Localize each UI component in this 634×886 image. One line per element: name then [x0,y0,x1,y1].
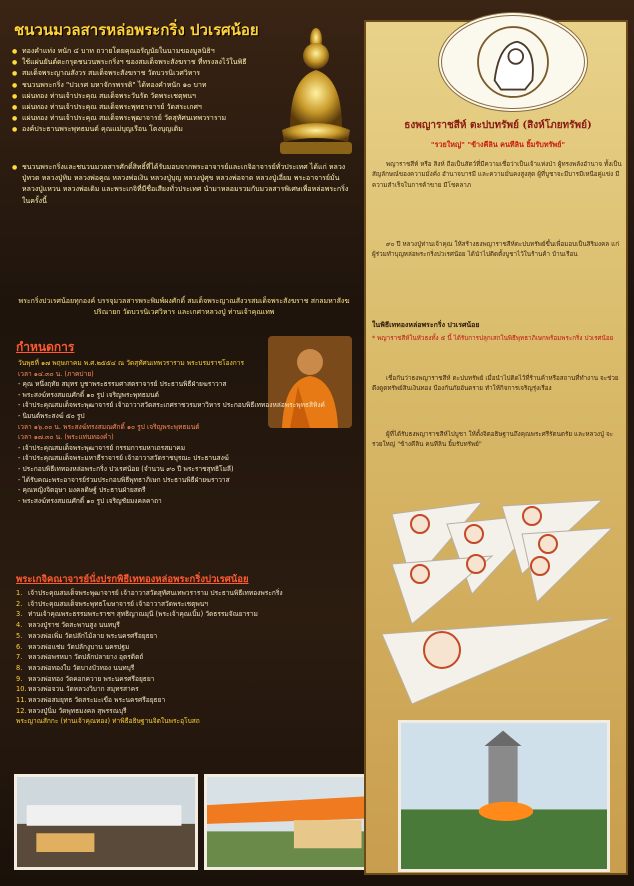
list-item: 12. หลวงปู่นิ่ม วัดพุทธมงคล สุพรรณบุรี [16,706,127,715]
schedule-line: - พระสงฆ์ทรงสมณศักดิ์ ๑๐ รูป เจริญพระพุทธมนต์ [18,390,159,399]
list-item: 8. หลวงพ่อทองใบ วัดบางบัวทอง นนทบุรี [16,663,135,672]
schedule-line: - พระสงฆ์ทรงสมณศักดิ์ ๑๐ รูป เจริญชัยมงคลคาถา [18,496,162,505]
schedule-line: - เจ้าประคุณสมเด็จพระพุฒาจารย์ เจ้าอาวาสวัดสระเกศราชวรมหาวิหาร ประกอบพิธีเททองหล่อพระพุทธสิหิงค์ [18,401,325,410]
list-item: 7. หลวงพ่อพรหมา วัดปลักปลายาง อุตรดิตถ์ [16,653,144,662]
list-item: ● ชนวนพระกริ่งและชนวนมวลสารศักดิ์สิทธิ์ที่ได้รับมอบจากพระอาจารย์และเกจิอาจารย์ทั่วประเทศ ได้แก่ หลวงปู่ทวด หลวงปู่ทิม หลวงพ่อคูณ หลวงพ่อเงิน หลวงปู่บุญ หลวงปู่ศุข หลวงพ่อจาด หลวงปู่เอี่ยม พระอาจารย์มั่น หลวงปู่แหวน หลวงพ่อเดิม และพระเกจิที่มีชื่อเสียงทั่วประเทศ นำมาหลอมรวมกับมวลสารพิเศษเพื่อหล่อพระกริ่งในครั้งนี้ [12,162,352,207]
list-item: ● ทองคำแท่ง หนัก ๔ บาท ถวายโดยคุณอรัญนัยในนามของมูลนิธิฯ [12,46,274,57]
ceremony-photo-2 [204,774,380,870]
schedule-line: - ได้รับคณะพระอาจารย์ร่วมประกอบพิธีพุทธาภิเษก ประธานพิธีฝ่ายฆราวาส [18,475,230,484]
schedule-line: เวลา ๑๗.๓๐ น. (พระแท่นทองคำ) [18,433,114,442]
schedule-block [18,358,348,506]
list-item: 1. เจ้าประคุณสมเด็จพระพุฒาจารย์ เจ้าอาวาสวัดสุทัศนเทพวราราม ประธานพิธีเททองพระกริ่ง [16,589,283,597]
page-title: ชนวนมวลสารหล่อพระกริ่ง ปวเรศน้อย [14,21,259,39]
monks-list [16,588,352,727]
list-item: 3. ท่านเจ้าคุณพระธรรมพระราชฯ สุทธิญาณมุนี (พระเจ้าคุณเบิ้ม) วัดธรรมจัณยาราม [16,610,258,619]
list-item: ● องค์ประธานพระพุทธมนต์ คุณแม่บุญเรือน โตงบุญเติม [12,124,274,135]
list-item: 2. เจ้าประคุณสมเด็จพระพุทธโฆษาจารย์ เจ้าอาวาสวัดพระเชตุพนฯ [16,599,208,608]
schedule-title: กำหนดการ [16,340,75,354]
list-item: ● แผ่นทอง ท่านเจ้าประคุณ สมเด็จพระวันรัต วัดพระเชตุพนฯ [12,91,274,102]
list-item: 5. หลวงพ่อเพิ่ม วัดปลักไม้ลาย พระนครศรีอยุธยา [16,631,158,640]
list-item: ● ชนวนพระกริ่ง "ปวเรศ มหาจักรพรรดิ" ได้ทองคำหนัก ๑๐ บาท [12,80,274,91]
list-item: 4. หลวงปู่ราช วัดสะพานสูง นนทบุรี [16,621,120,630]
materials-list-wide [12,162,352,207]
ceremony-heading: ในพิธีเททองหล่อพระกริ่ง ปวเรศน้อย [372,321,480,329]
flags-image [372,494,622,714]
flag-title: ธงพญาราชสีห์ ตะปบทรัพย์ (สิงห์โภยทรัพย์) [404,120,592,131]
list-footer: พระญาณสักกะ (ท่านเจ้าคุณทอง) ท่าพิธีอธิษฐานจิตในพระอุโบสถ [16,717,200,726]
list-item: ● แผ่นทอง ท่านเจ้าประคุณ สมเด็จพระพุฒาจารย์ วัดสุทัศนเทพวราราม [12,113,274,124]
schedule-line: วันพุธที่ ๑๗ พฤษภาคม พ.ศ.๒๕๕๔ ณ วัดสุทัศนเทพวราราม พระบรมราชโองการ [18,359,245,367]
flag-instruction: ผู้ที่ได้รับธงพญาราชสีห์ไปบูชา ให้ตั้งจิตอธิษฐานถึงคุณพระศรีรัตนตรัย และหลวงปู่ จะรวยใหญ่ "ข้างคีลิน คนทีลิน ยิ้มรับทรัพย์" [372,431,614,449]
list-item: 10. หลวงพ่อจวน วัดหลวงวิบาก สมุทรสาคร [16,685,139,694]
list-item: 11. หลวงพ่อสมยุทธ วัดสระมะเขือ พระนครศรีอยุธยา [16,696,166,705]
schedule-line: - เจ้าประคุณสมเด็จพระมหาธีราจารย์ เจ้าอาวาสวัดราชบุรณะ ประธานสงฆ์ [18,454,229,463]
list-item: ● แผ่นทอง ท่านเจ้าประคุณ สมเด็จพระพุทธาจารย์ วัดสระเกศฯ [12,102,274,113]
buddha-amulet-image [276,18,356,158]
flag-subtitle: "รวยใหญ่" "ข้างคีลิน คนทีลิน ยิ้มรับทรัพย์" [430,140,566,149]
schedule-line: เวลา ๑๔.๓๐ น. (ภาคบ่าย) [18,369,94,378]
schedule-line: - เจ้าประคุณสมเด็จพระพุฒาจารย์ กรรมการมหาเถรสมาคม [18,443,186,452]
list-item: ● สมเด็จพระญาณสังวร สมเด็จพระสังฆราช วัดบวรนิเวศวิหาร [12,68,274,79]
schedule-line: - คุณหญิงจิตอุษา มงคลดิษฐ์ ประธานฝ่ายสตรี [18,486,146,495]
ceremony-note: * พญาราชสีห์ในหัวธงทั้ง ๕ นี้ ได้รับการปลุกเสกในพิธีพุทธาภิเษกพร้อมพระกริ่ง ปวเรศน้อย [372,335,614,342]
flag-history: ๙๐ ปี หลวงปู่ท่านเจ้าคุณ ให้สร้างธงพญาราชสีห์ตะปบทรัพย์ขึ้นเพื่อมอบเป็นสิริมงคล แก่ผู้ร่วมทำบุญหล่อพระกริ่งปวเรศน้อย ได้นำไปติดตั้งบูชาไว้ในร้านค้า บ้านเรือน [372,241,620,259]
ceremony-photo-1 [14,774,198,870]
materials-list [12,46,274,136]
schedule-line: เวลา ๑๖.๐๐ น. พระสงฆ์ทรงสมณศักดิ์ ๑๐ รูป เจริญพระพุทธมนต์ [18,422,200,431]
monks-list-title: พระเกจิคณาจารย์นั่งปรกพิธีเททองหล่อพระกริ่งปวเรศน้อย [16,574,249,585]
pagoda-photo [398,720,610,872]
flag-belief: เชื่อกันว่าธงพญาราชสีห์ ตะปบทรัพย์ เมื่อนำไปติดไว้ที่ร้านค้าหรือสถานที่ทำงาน จะช่วยดึงดูดทรัพย์สินเงินทอง ป้องกันภัยอันตราย ทำให้กิจการเจริญรุ่งเรือง [372,375,619,393]
list-item: 9. หลวงพ่อทอง วัดคอกควาย พระนครศรีอยุธยา [16,674,155,683]
lion-emblem-image [438,12,588,112]
schedule-line: - ประกอบพิธีเททองหล่อพระกริ่ง ปวเรศน้อย (จำนวน ๙๐ ปี พระราชสุทธิโมลี) [18,464,234,473]
flag-description: พญาราชสีห์ หรือ สิงห์ ถือเป็นสัตว์ที่มีความเชื่อว่าเป็นเจ้าแห่งป่า ผู้ทรงพลังอำนาจ ทั้งเป็นสัญลักษณ์ของความมั่งคั่ง อำนาจบารมี และความมั่นคงสูงสุด ผู้ที่บูชาจะมีบารมีเหนือคู่แข่ง มีความสำเร็จในการค้าขาย มีโชคลาภ [372,161,622,189]
list-item: ● ใช้แผ่นยันต์ตะกรุดชนวนพระกริ่งฯ ของสมเด็จพระสังฆราช ที่ทรงลงไว้ในพิธี [12,57,274,68]
credit-text: พระกริ่งปวเรศน้อยทุกองค์ บรรจุมวลสารพระพิมพ์ผงศักดิ์ สมเด็จพระญาณสังวรสมเด็จพระสังฆราช สกลมหาสังฆปริณายก วัดบวรนิเวศวิหาร และเกศาหลวงปู่ ท่านเจ้าคุณเทพ [18,297,350,316]
list-item: 6. หลวงพ่อแช่ม วัดปลักงูบาน นครปฐม [16,642,130,651]
schedule-line: - นิมนต์พระสงฆ์ ๕๐ รูป [18,411,85,420]
schedule-line: - คุณ หนึ่งฤทัย สมุทร บูชาพระธรรมศาสตราจารย์ ประธานพิธีฝ่ายฆราวาส [18,380,227,389]
